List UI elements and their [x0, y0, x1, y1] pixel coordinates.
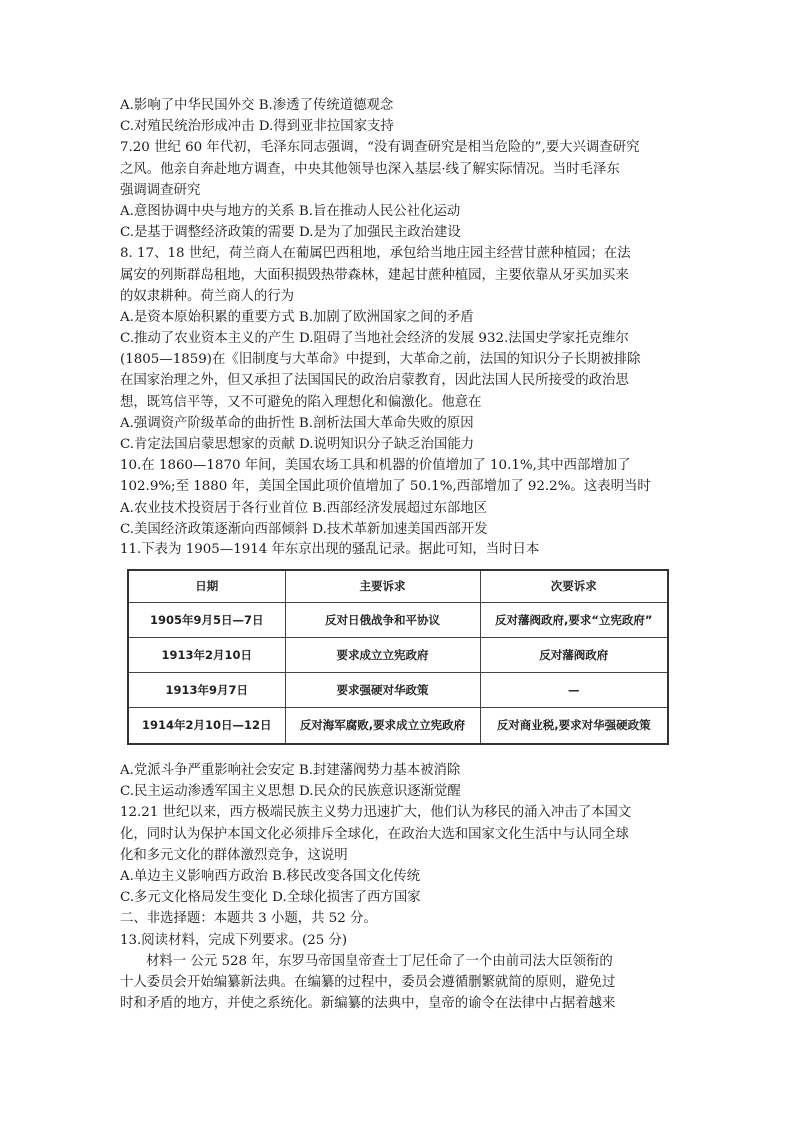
text-line: C.肯定法国启蒙思想家的贡献 D.说明知识分子缺乏治国能力: [120, 437, 475, 452]
text-line: A.影响了中华民国外交 B.渗透了传统道德观念: [120, 98, 394, 113]
text-line: 8. 17、18 世纪，荷兰商人在葡属巴西租地，承包给当地庄园主经营甘蔗种植园；在法: [120, 246, 631, 262]
question-11-stem: [120, 539, 675, 560]
text-line: A.是资本原始积累的重要方式 B.加剧了欧洲国家之间的矛盾: [120, 309, 474, 325]
text-line: 属安的列斯群岛租地，大面积损毁热带森林，建起甘蔗种植园，主要依靠从牙买加买来: [120, 267, 629, 283]
header-main-demand: 主要诉求: [285, 570, 480, 602]
text-line: 十人委员会开始编纂新法典。在编纂的过程中，委员会遵循删繁就简的原则，避免过: [120, 974, 616, 990]
text-line: C.是基于调整经济政策的需要 D.是为了加强民主政治建设: [120, 225, 461, 241]
table-cell: 反对藩阀政府: [480, 637, 668, 672]
table-cell: 反对海军腐败,要求成立立宪政府: [285, 707, 480, 744]
text-line: 时和矛盾的地方，并使之系统化。新编纂的法典中，皇帝的谕令在法律中占据着越来: [120, 996, 616, 1012]
table-header-row: [128, 570, 668, 602]
text-line: 之风。他亲自奔赴地方调查，中央其他领导也深入基层·线了解实际情况。当时毛泽东: [120, 161, 620, 177]
text-line: C.美国经济政策逐渐向西部倾斜 D.技术革新加速美国西部开发: [120, 521, 488, 537]
text-line: 的奴隶耕种。荷兰商人的行为: [120, 288, 295, 304]
table-cell: 1913年2月10日: [128, 637, 285, 672]
text-line: A.强调资产阶级革命的曲折性 B.剖析法国大革命失败的原因: [120, 415, 474, 431]
table-cell: 1914年2月10日—12日: [128, 707, 285, 744]
text-line: C.推动了农业资本主义的产生 D.阻碍了当地社会经济的发展 932.法国史学家托克维尔: [120, 331, 629, 347]
text-line: 7.20 世纪 60 年代初，毛泽东同志强调，“没有调查研究是相当危险的”,要大兴调查研究: [120, 140, 640, 156]
text-line: 想，既笃信平等，又不可避免的陷入理想化和偏激化。他意在: [120, 394, 482, 410]
text-line: 强调调查研究: [120, 182, 201, 198]
text-line: 在国家治理之外，但又承担了法国国民的政治启蒙教育，因此法国人民所接受的政治思: [120, 373, 629, 389]
text-line: 材料一 公元 528 年，东罗马帝国皇帝查士丁尼任命了一个由前司法大臣领衔的: [146, 953, 613, 969]
header-secondary-demand: 次要诉求: [480, 570, 668, 602]
text-line: 化，同时认为保护本国文化必须排斥全球化，在政治大选和国家文化生活中与认同全球: [120, 826, 629, 842]
table-cell: 反对商业税,要求对华强硬政策: [480, 707, 668, 744]
table-row: [128, 707, 668, 744]
table-row: [128, 602, 668, 637]
text-line: 13.阅读材料，完成下列要求。(25 分): [120, 932, 348, 948]
table-cell: 反对藩阀政府,要求“立宪政府”: [480, 602, 668, 637]
text-line: A.党派斗争严重影响社会安定 B.封建藩阀势力基本被消除: [120, 763, 461, 778]
text-line: 化和多元文化的群体激烈竞争，这说明: [120, 847, 348, 863]
text-line: 102.9%;至 1880 年，美国全国此项价值增加了 50.1%,西部增加了 92.2%。这表明当时: [120, 479, 651, 495]
questions-6-to-10: [120, 95, 675, 540]
text-line: C.民主运动渗透军国主义思想 D.民众的民族意识逐渐觉醒: [120, 784, 461, 800]
table-row: [128, 672, 668, 707]
table-cell: 反对日俄战争和平协议: [285, 602, 480, 637]
table-cell: 1905年9月5日—7日: [128, 602, 285, 637]
section-heading: 二、非选择题：本题共 3 小题，共 52 分。: [120, 911, 377, 927]
table-cell: 要求成立立宪政府: [285, 637, 480, 672]
riot-records-table: [127, 569, 669, 745]
text-line: C.对殖民统治形成冲击 D.得到亚非拉国家支持: [120, 119, 394, 135]
text-line: C.多元文化格局发生变化 D.全球化损害了西方国家: [120, 890, 421, 906]
text-line: 10.在 1860—1870 年间，美国农场工具和机器的价值增加了 10.1%,其中西部增加了: [120, 458, 631, 474]
text-line: A.农业技术投资居于各行业首位 B.西部经济发展超过东部地区: [120, 500, 488, 516]
table-row: [128, 637, 668, 672]
table-cell: 1913年9月7日: [128, 672, 285, 707]
questions-11-to-13: [120, 760, 675, 1014]
table-cell: 要求强硬对华政策: [285, 672, 480, 707]
text-line: 11.下表为 1905—1914 年东京出现的骚乱记录。据此可知，当时日本: [120, 542, 540, 557]
table-cell: —: [480, 672, 668, 707]
header-date: 日期: [128, 570, 285, 602]
text-line: 12.21 世纪以来，西方极端民族主义势力迅速扩大，他们认为移民的涌入冲击了本国文: [120, 805, 632, 821]
text-line: A.意图协调中央与地方的关系 B.旨在推动人民公社化运动: [120, 203, 461, 219]
text-line: (1805—1859)在《旧制度与大革命》中提到，大革命之前，法国的知识分子长期被排除: [120, 352, 641, 368]
text-line: A.单边主义影响西方政治 B.移民改变各国文化传统: [120, 868, 421, 884]
